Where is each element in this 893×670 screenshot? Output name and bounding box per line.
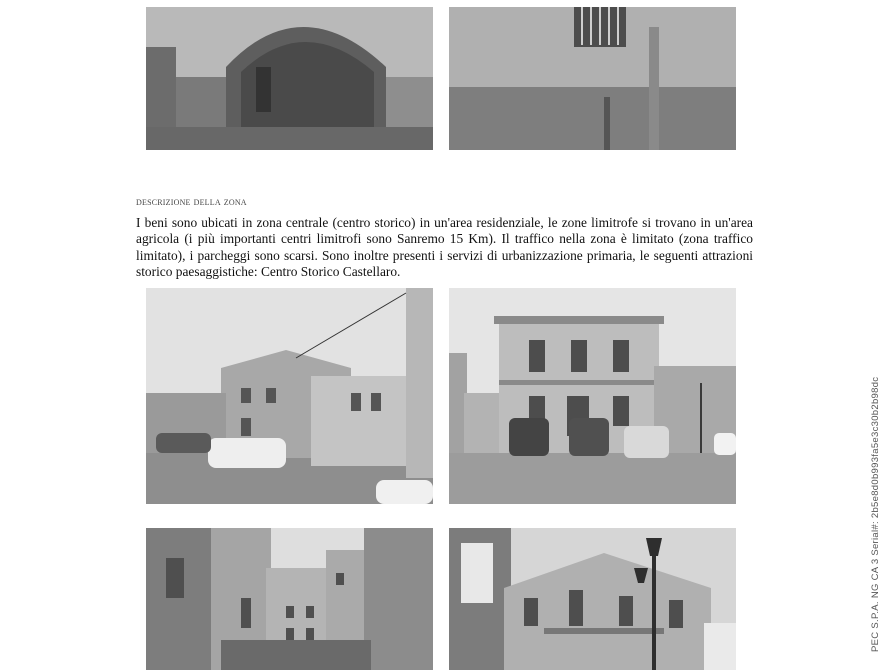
photo-palazzo-square [449,288,736,504]
section-title: descrizione della zona [136,196,247,208]
photo-street-cars [146,288,433,504]
signature-stamp: PEC S.P.A. NG CA 3 Serial#: 2b5e8d0b993fa5e3c30b2b98dc [870,376,881,652]
photo-wall-window [449,7,736,150]
zone-description: I beni sono ubicati in zona centrale (centro storico) in un'area residenziale, le zone limitrofe si trovano in un'area agricola (i più importanti centri limitrofi sono Sanremo 15 Km). Il traffico nella zona è limitato (zona traffico limitato), i parcheggi sono scarsi. Sono inoltre presenti i servizi di urbanizzazione primaria, le seguenti attrazioni storico paesaggistiche: Centro Storico Castellaro. [136,215,753,280]
photo-building-lamp [449,528,736,670]
photo-arch-interior [146,7,433,150]
photo-tower-buildings [146,528,433,670]
